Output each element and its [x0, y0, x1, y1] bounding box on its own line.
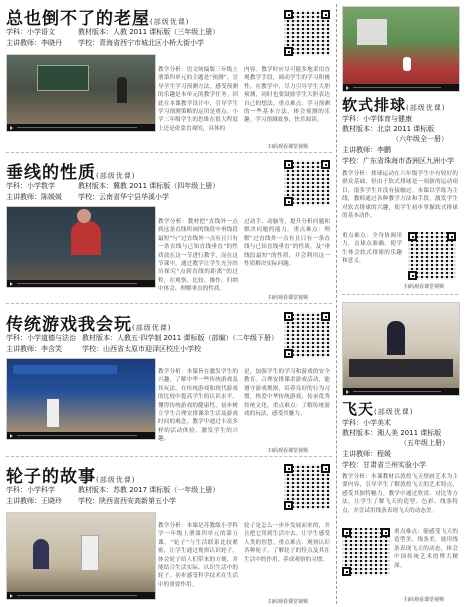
lesson-school: 学校：山西省太原市迎泽区校庄小学校: [82, 345, 201, 353]
section-divider: [6, 456, 332, 457]
qr-caption: 扫码观看课堂视频: [268, 599, 309, 605]
lesson-subject: 学科：小学美术: [342, 419, 391, 427]
lesson-description: 教学分析：教材把“直线外一点到这条直线所画的线段中垂线段最短”与“过直线外一点有且只有一条直线与已知直线垂直”的性质放在这一节进行教学，而在这节课中，通过教学让学生充分经历探究“点到直线的距离”的过程，在观察、比较、操作、归纳中体会、理解垂直的性质。: [158, 219, 238, 293]
qr-caption: 扫码观看课堂视频: [268, 295, 309, 301]
lesson-textbook: 教材版本：湘人美 2011 课标版: [342, 429, 442, 437]
lesson-teacher: 主讲教师：李晓丹: [6, 39, 62, 47]
video-thumbnail[interactable]: [342, 302, 460, 396]
lesson-subject: 学科：小学数学: [6, 182, 55, 190]
qr-code[interactable]: [342, 528, 390, 576]
section-divider: [6, 303, 332, 304]
qr-caption: 扫码观看课堂视频: [268, 144, 309, 150]
lesson-description: 教学分析：排球运动在六年级学生中有较好的群众基础，但由于软式排球是一项新的运动项目，很多学生并没有接触过。本课以学练为主线，教师通过各种教学方法和手段，激发学生对软式排球的兴趣，使学生初步掌握软式排球的基本动作。: [342, 171, 458, 220]
lesson-teacher: 主讲教师：李含笑: [6, 345, 62, 353]
qr-code[interactable]: [284, 160, 330, 206]
lesson-textbook: 教材版本：北京 2011 课标版: [342, 125, 435, 133]
lesson-school: 学校：广东省珠海市香洲区九洲小学: [342, 157, 454, 165]
lesson-description: 教学分析：本课旨在激发学生的兴趣，了解中华一些传统游戏及其玩法，在传统游戏和现代游戏的比较中提高学生的认识水平，懂得传统游戏的健康性，初步树立学生合理安排课余生活及游戏时间的观念。教学中通过丰富多样的活动体验，激发学生的兴趣。: [158, 369, 238, 443]
column-divider: [336, 4, 337, 604]
qr-code[interactable]: [284, 464, 330, 510]
lesson-description: 教学分析：语文统编版三年级上册第四单元的主题是“预测”。引导学生学习预测方法，感受预测的乐趣是本单元的教学任务。因此在本课教学设计中，引导学生学习预测策略的运用是重点。小学三年级学生的思维在很大程度上还是依靠直观的，具体的: [158, 67, 238, 132]
lesson-title: 飞天(部级优课): [342, 400, 414, 418]
video-thumbnail[interactable]: [6, 54, 156, 132]
video-thumbnail[interactable]: [6, 512, 156, 600]
lesson-title: 轮子的故事(部级优课): [6, 467, 136, 487]
lesson-textbook: 教材版本：人教五·四学制 2011 课标版（部编）（二年级下册）: [82, 334, 278, 342]
lesson-tag: (部级优课): [150, 18, 190, 26]
lesson-tag: (部级优课): [132, 324, 172, 332]
lesson-description: 教学分析：本课教材以敦煌飞天壁画艺术为主要内容，引导学生了解敦煌飞天的艺术特点，感受其独特魅力。教学中通过欣赏、对比等方法，让学生了解飞天的造型、色彩、线条特点，并尝试用线条表现飞天的动态美。: [342, 474, 458, 514]
lesson-description-cont: 内容。教学时应尽可能多地采用直观教学手段，调动学生的学习积极性。在教学中，尽力引导学生大胆预测，同时也要鼓励学生大胆表达自己的想法。重点难点：学习预测的一些基本方法，体会预测的乐趣。学习预测故事，快乐阅读。: [244, 67, 330, 124]
lesson-textbook: 教材版本：人教 2011 课标版（三年级上册）: [78, 28, 220, 36]
lesson-grade: （六年级全一册）: [392, 135, 448, 143]
lesson-tag: (部级优课): [96, 172, 136, 180]
lesson-teacher: 主讲教师：李鹏: [342, 146, 391, 154]
lesson-title: 总也倒不了的老屋(部级优课): [6, 9, 190, 29]
qr-caption: 扫码观看课堂视频: [404, 284, 445, 290]
lesson-subject: 学科：小学体育与健康: [342, 115, 412, 123]
lesson-teacher: 主讲教师：王晓玲: [6, 497, 62, 505]
lesson-tag: (部级优课): [406, 104, 446, 112]
lesson-teacher: 主讲教师：陈媛媛: [6, 193, 62, 201]
lesson-subject: 学科：小学科学: [6, 486, 55, 494]
qr-caption: 扫码观看课堂视频: [268, 448, 309, 454]
lesson-title: 软式排球(部级优课): [342, 96, 446, 114]
lesson-description-cont: 是，加强学生的学习和游戏的安全教育。合理安排课余游戏活动，能遵守游戏规则，培养良好的行为习惯，热爱中华传统游戏，传承优秀传统文化。重点难点：了解传统游戏的玩法，感受其魅力。: [244, 369, 330, 418]
lesson-tag: (部级优课): [96, 476, 136, 484]
lesson-textbook: 教材版本：苏教 2017 课标版（一年级上册）: [78, 486, 220, 494]
lesson-description-cont: 轮子是怎么一步步发展而来的，并且把它用到生活中去。让学生感受人类的智慧。重点难点：观察认识各种轮子，了解轮子的特点及其在生活中的作用，养成观察的习惯。: [244, 523, 330, 563]
lesson-school: 学校：甘肃省兰州实验小学: [342, 461, 426, 469]
lesson-teacher: 主讲教师：程媛: [342, 450, 391, 458]
lesson-description: 教学分析：本课是苏教版小学科学一年级上册第四单元的第五课，“轮子”与生活联系比较紧密，让学生通过观察认识轮子，体会轮子给人们带来的方便，并能结合生活实际，认识生活中的轮子。初步感受科学技术在生活中的重要作用。: [158, 523, 238, 588]
video-thumbnail[interactable]: [6, 206, 156, 288]
lesson-school: 学校：云南省华宁县华溪小学: [78, 193, 169, 201]
lesson-textbook: 教材版本：冀教 2011 课标版（四年级上册）: [78, 182, 220, 190]
qr-code[interactable]: [408, 232, 456, 280]
qr-caption: 扫码观看课堂视频: [404, 597, 445, 603]
lesson-school: 学校：青海省西宁市城北区小桥大街小学: [78, 39, 204, 47]
section-divider: [342, 294, 458, 295]
video-thumbnail[interactable]: [342, 6, 460, 92]
lesson-tag: (部级优课): [374, 408, 414, 416]
lesson-subject: 学科：小学语文: [6, 28, 55, 36]
lesson-school: 学校：陕西省西安高新第五小学: [78, 497, 176, 505]
video-thumbnail[interactable]: [6, 358, 156, 440]
lesson-description-cont: 重点难点：能感受飞天的造型美、线条美，能用线条表现飞天的动态，体会中国传统艺术的博大精深。: [394, 529, 458, 569]
lesson-grade: （五年级上册）: [400, 439, 449, 447]
lesson-title: 传统游戏我会玩(部级优课): [6, 315, 172, 335]
lesson-subject: 学科：小学道德与法治: [6, 334, 76, 342]
lesson-title: 垂线的性质(部级优课): [6, 163, 136, 183]
qr-code[interactable]: [284, 312, 330, 358]
qr-code[interactable]: [284, 10, 330, 56]
lesson-description-cont: 过动手、动脑等，提升分析问题和解决问题的能力。重点难点：理解“过直线外一点有且只有一条直线与已知直线垂直”的性质，及“垂线段最短”的性质，并会利用这一性质解决实际问题。: [244, 219, 330, 268]
lesson-description-cont: 重点难点：全身协调用力，击球点准确。使学生体会软式排球的乐趣和意义。: [342, 233, 402, 265]
section-divider: [6, 152, 332, 153]
